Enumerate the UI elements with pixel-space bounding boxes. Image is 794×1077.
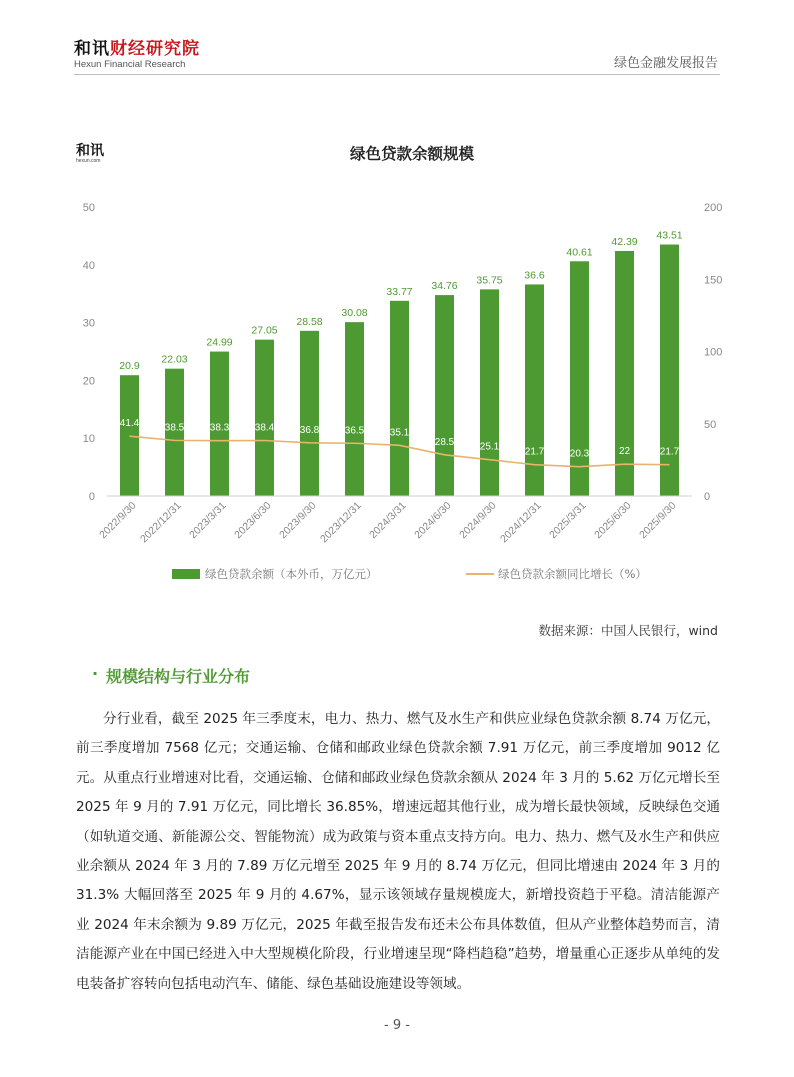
bar-value-label: 33.77 xyxy=(386,285,413,298)
x-tick-label: 2022/9/30 xyxy=(97,499,139,542)
growth-value-label: 38.3 xyxy=(209,422,230,434)
x-tick-label: 2023/9/30 xyxy=(277,499,319,542)
growth-value-label: 36.8 xyxy=(299,424,320,436)
y-right-tick-label: 100 xyxy=(704,346,723,359)
growth-value-label: 25.1 xyxy=(479,441,500,453)
x-tick-label: 2025/9/30 xyxy=(637,499,679,542)
x-tick-label: 2024/6/30 xyxy=(412,499,454,542)
x-tick-label: 2022/12/31 xyxy=(137,499,184,546)
section-title: 规模结构与行业分布 xyxy=(106,667,251,686)
data-source: 数据来源：中国人民银行，wind xyxy=(538,623,718,638)
bar-2024/9/30 xyxy=(480,289,499,496)
y-right-tick-label: 150 xyxy=(704,274,723,287)
bar-value-label: 24.99 xyxy=(206,336,233,349)
y-right-tick-label: 200 xyxy=(704,202,723,214)
growth-value-label: 36.5 xyxy=(344,425,365,437)
bar-2022/9/30 xyxy=(120,375,139,496)
growth-value-label: 41.4 xyxy=(119,418,140,430)
bar-value-label: 30.08 xyxy=(341,307,368,320)
y-left-tick-label: 40 xyxy=(82,259,95,272)
chart-logo-main: 和讯 xyxy=(76,143,104,159)
y-left-tick-label: 50 xyxy=(82,202,95,214)
x-tick-label: 2023/12/31 xyxy=(317,499,364,546)
growth-value-label: 35.1 xyxy=(389,427,410,439)
legend-line-label: 绿色贷款余额同比增长（%） xyxy=(498,567,647,581)
x-tick-label: 2024/3/31 xyxy=(367,499,409,542)
y-left-tick-label: 0 xyxy=(88,491,95,503)
bar-value-label: 28.58 xyxy=(296,315,323,328)
header-logo xyxy=(74,40,200,70)
logo-institute: 财经研究院 xyxy=(110,39,200,59)
green-loan-chart xyxy=(0,130,794,600)
bar-value-label: 43.51 xyxy=(656,229,683,242)
logo-subtitle: Hexun Financial Research xyxy=(74,59,186,70)
section-bullet: · xyxy=(92,664,99,683)
x-tick-label: 2023/6/30 xyxy=(232,499,274,542)
bar-2024/3/31 xyxy=(390,301,409,496)
y-right-tick-label: 50 xyxy=(704,418,717,431)
bar-value-label: 36.6 xyxy=(524,269,545,282)
body-paragraph: 分行业看，截至 2025 年三季度末，电力、热力、燃气及水生产和供应业绿色贷款余额 8.74 万亿元，前三季度增加 7568 亿元；交通运输、仓储和邮政业绿色贷款余额 7.91 万亿元，前三季度增加 9012 亿元。从重点行业增速对比看，交通运输、仓储和邮政业绿色贷款余额从 2024 年 3 月的 5.62 万亿元增长至 2025 年 9 月的 7.91 万亿元，同比增长 36.85%，增速远超其他行业，成为增长最快领域，反映绿色交通（如轨道交通、新能源公交、智能物流）成为政策与资本重点支持方向。电力、热力、燃气及水生产和供应业余额从 2024 年 3 月的 7.89 万亿元增至 2025 年 9 月的 8.74 万亿元，但同比增速由 2024 年 3 月的 31.3% 大幅回落至 2025 年 9 月的 4.67%，显示该领域存量规模庞大，新增投资趋于平稳。清洁能源产业 2024 年末余额为 9.89 万亿元，2025 年截至报告发布还未公布具体数值，但从产业整体趋势而言，清洁能源产业在中国已经进入中大型规模化阶段，行业增速呈现“降档趋稳”趋势，增量重心正逐步从单纯的发电装备扩容转向包括电动汽车、储能、绿色基础设施建设等领域。 xyxy=(76,711,720,992)
bar-2023/9/30 xyxy=(300,331,319,496)
x-tick-label: 2025/6/30 xyxy=(592,499,634,542)
bar-2023/12/31 xyxy=(345,322,364,496)
growth-value-label: 28.5 xyxy=(434,436,455,448)
logo-brand: 和讯 xyxy=(74,39,110,59)
bar-value-label: 40.61 xyxy=(566,246,593,259)
growth-value-label: 20.3 xyxy=(569,448,590,460)
report-title: 绿色金融发展报告 xyxy=(613,56,718,71)
bar-value-label: 22.03 xyxy=(161,353,188,366)
x-tick-label: 2025/3/31 xyxy=(547,499,589,542)
bar-2024/6/30 xyxy=(435,295,454,496)
legend-bar-swatch xyxy=(172,569,200,579)
growth-value-label: 21.7 xyxy=(524,446,545,458)
chart-logo-sub: hexun.com xyxy=(76,158,101,164)
growth-value-label: 21.7 xyxy=(659,446,680,458)
growth-value-label: 38.4 xyxy=(254,422,275,434)
bar-value-label: 42.39 xyxy=(611,235,638,248)
x-tick-label: 2023/3/31 xyxy=(187,499,229,542)
bar-value-label: 20.9 xyxy=(119,360,140,373)
x-tick-label: 2024/9/30 xyxy=(457,499,499,542)
bar-2025/9/30 xyxy=(660,245,679,496)
growth-value-label: 38.5 xyxy=(164,422,185,434)
y-left-tick-label: 30 xyxy=(82,317,95,330)
bar-value-label: 34.76 xyxy=(431,280,458,293)
y-right-tick-label: 0 xyxy=(704,491,711,503)
bar-value-label: 35.75 xyxy=(476,274,503,287)
bar-2025/3/31 xyxy=(570,261,589,496)
page-number: - 9 - xyxy=(384,1018,410,1033)
y-left-tick-label: 10 xyxy=(82,433,95,446)
bar-2025/6/30 xyxy=(615,251,634,496)
y-left-tick-label: 20 xyxy=(82,375,95,388)
bar-value-label: 27.05 xyxy=(251,324,278,337)
header-divider xyxy=(74,74,720,75)
legend-bar-label: 绿色贷款余额（本外币，万亿元） xyxy=(205,567,378,581)
bar-2023/6/30 xyxy=(255,340,274,496)
chart-title: 绿色贷款余额规模 xyxy=(349,145,475,163)
x-tick-label: 2024/12/31 xyxy=(497,499,544,546)
growth-value-label: 22 xyxy=(618,446,631,458)
